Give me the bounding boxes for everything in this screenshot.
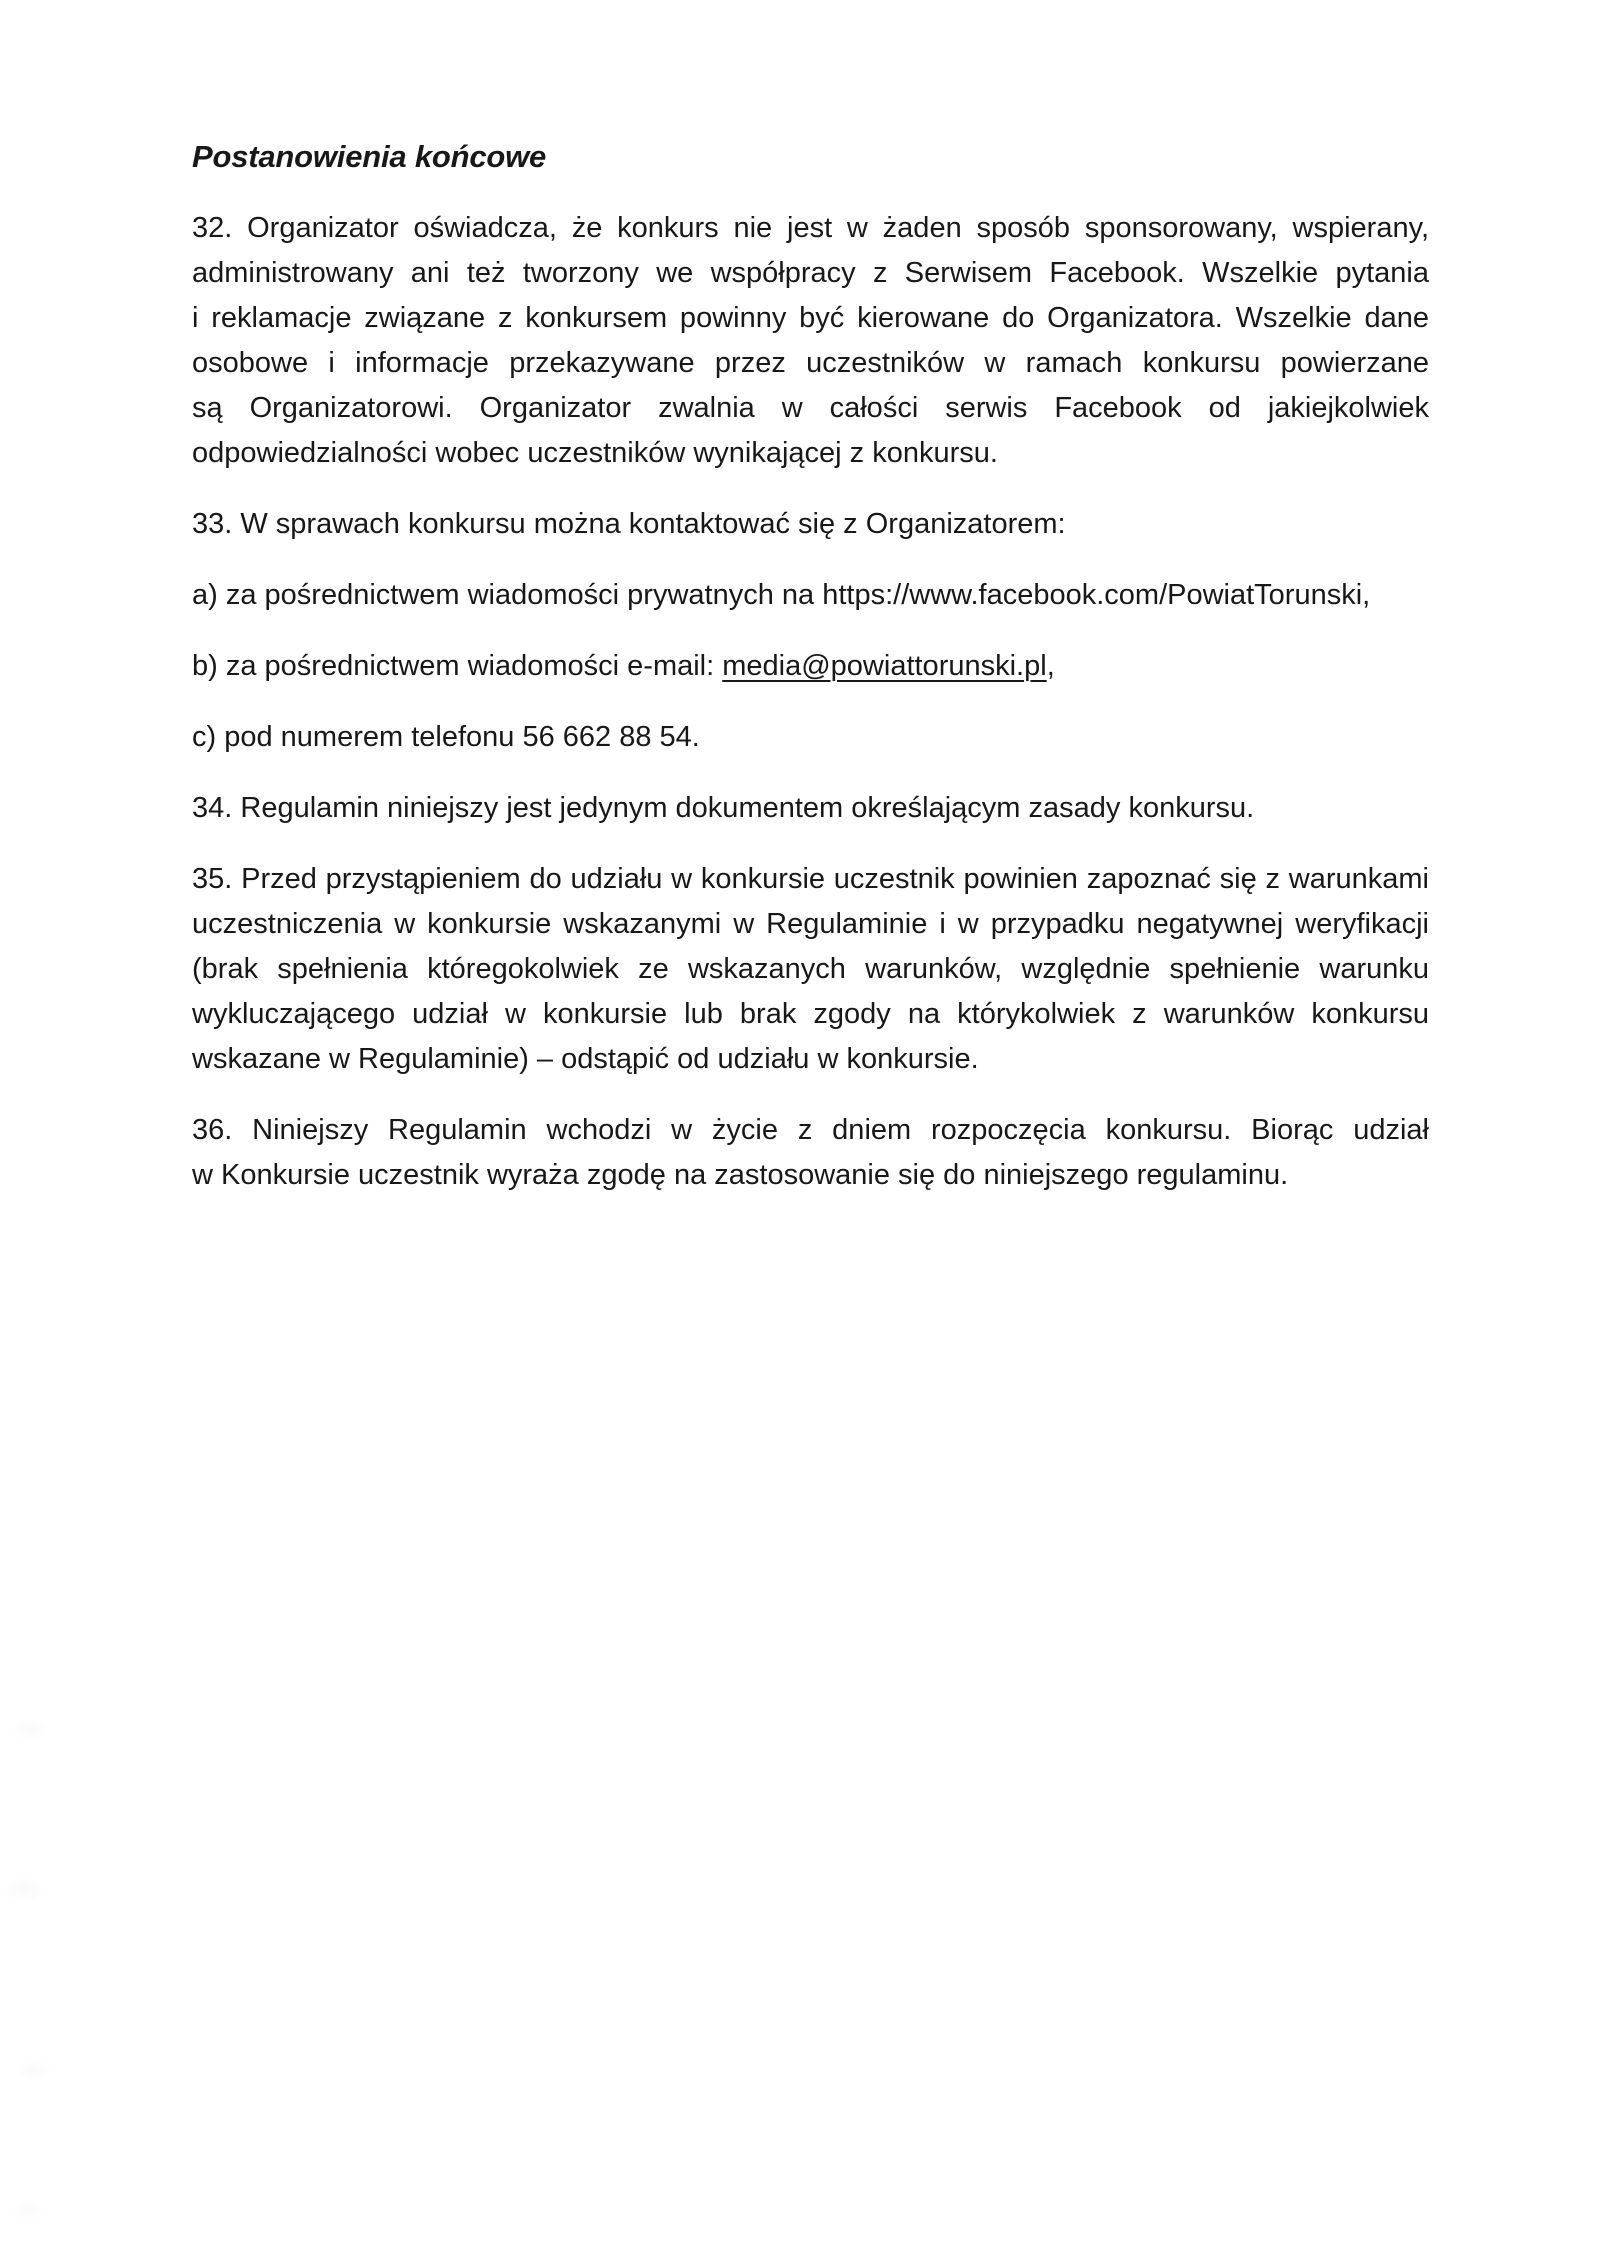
item-32-line-6: odpowiedzialności wobec uczestników wynikającej z konkursu. — [192, 437, 998, 469]
email-link[interactable]: media@powiattorunski.pl — [722, 650, 1047, 682]
item-33 — [192, 502, 1429, 547]
item-32-line-4: osobowe i informacje przekazywane przez uczestników w ramach konkursu powierzane — [192, 347, 1429, 379]
item-32 — [192, 206, 1429, 476]
paragraph-list — [192, 206, 1429, 1198]
section-heading: Postanowienia końcowe — [192, 139, 547, 174]
item-33c — [192, 715, 1429, 760]
item-33b — [192, 644, 1429, 689]
item-35-line-4: wykluczającego udział w konkursie lub brak zgody na którykolwiek z warunków konkursu — [192, 998, 1429, 1030]
item-33b-line-1 — [192, 644, 1429, 689]
text-segment: , — [1046, 650, 1055, 682]
item-33a-line-1: a) za pośrednictwem wiadomości prywatnych na https://www.facebook.com/PowiatTorunski, — [192, 579, 1371, 611]
item-36 — [192, 1108, 1429, 1198]
item-33c-line-1: c) pod numerem telefonu 56 662 88 54. — [192, 721, 700, 753]
item-33-line-1: 33. W sprawach konkursu można kontaktować się z Organizatorem: — [192, 508, 1066, 540]
item-36-line-2: w Konkursie uczestnik wyraża zgodę na zastosowanie się do niniejszego regulaminu. — [192, 1159, 1289, 1191]
item-35-line-1: 35. Przed przystąpieniem do udziału w konkursie uczestnik powinien zapoznać się z warunkami — [192, 863, 1429, 895]
item-32-line-2: administrowany ani też tworzony we współpracy z Serwisem Facebook. Wszelkie pytania — [192, 257, 1429, 289]
item-33a — [192, 573, 1429, 618]
item-35-line-3: (brak spełnienia któregokolwiek ze wskazanych warunków, względnie spełnienie warunku — [192, 953, 1429, 985]
item-35 — [192, 857, 1429, 1082]
scan-artifact — [0, 1650, 80, 2263]
text-segment: b) za pośrednictwem wiadomości e-mail: — [192, 650, 723, 682]
item-35-line-5: wskazane w Regulaminie) – odstąpić od udziału w konkursie. — [192, 1043, 979, 1075]
item-34-line-1: 34. Regulamin niniejszy jest jedynym dokumentem określającym zasady konkursu. — [192, 792, 1255, 824]
item-32-line-5: są Organizatorowi. Organizator zwalnia w całości serwis Facebook od jakiejkolwiek — [192, 392, 1429, 424]
item-34 — [192, 786, 1429, 831]
item-36-line-1: 36. Niniejszy Regulamin wchodzi w życie z dniem rozpoczęcia konkursu. Biorąc udział — [192, 1114, 1429, 1146]
item-32-line-1: 32. Organizator oświadcza, że konkurs nie jest w żaden sposób sponsorowany, wspierany, — [192, 212, 1429, 244]
item-32-line-3: i reklamacje związane z konkursem powinny być kierowane do Organizatora. Wszelkie dane — [192, 302, 1429, 334]
document-content — [192, 134, 1429, 1224]
item-35-line-2: uczestniczenia w konkursie wskazanymi w Regulaminie i w przypadku negatywnej weryfikacji — [192, 908, 1429, 940]
